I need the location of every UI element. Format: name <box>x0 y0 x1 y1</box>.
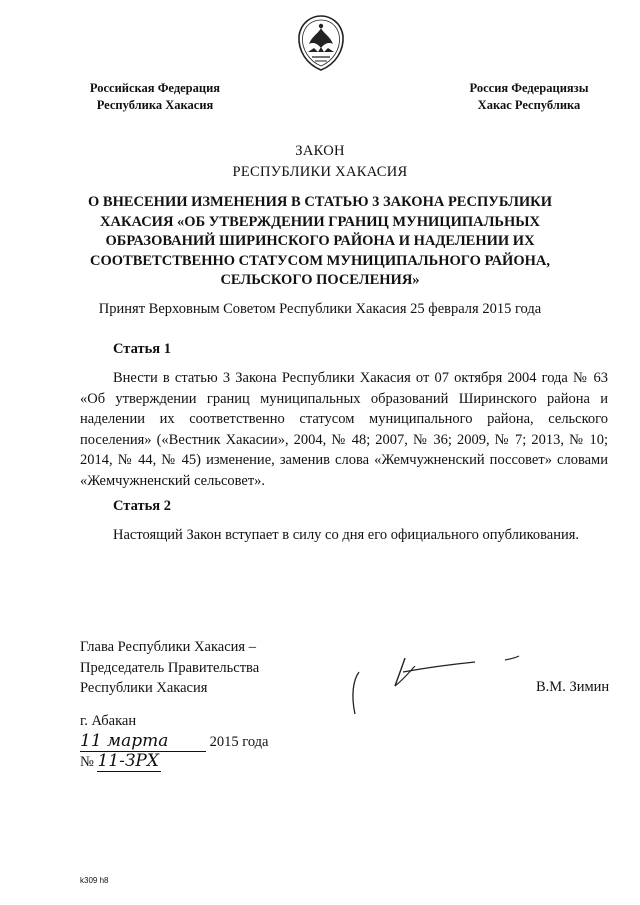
signatory-title <box>80 637 259 699</box>
law-type <box>0 141 640 183</box>
signer-name: В.М. Зимин <box>536 679 610 695</box>
header-left-republic: Республика Хакасия <box>96 98 214 112</box>
law-number <box>80 753 161 772</box>
header-left <box>80 80 230 114</box>
article-1-heading: Статья 1 <box>113 341 171 357</box>
signatory-title-line1: Глава Республики Хакасия – <box>80 639 256 655</box>
handwritten-date: 11 марта <box>80 731 169 751</box>
footer-code: k309 h8 <box>80 876 109 885</box>
law-type-republic: РЕСПУБЛИКИ ХАКАСИЯ <box>232 164 408 180</box>
law-type-word: ЗАКОН <box>295 143 345 159</box>
date-underline <box>80 733 206 752</box>
article-2-heading: Статья 2 <box>113 498 171 514</box>
signatory-title-line3: Республики Хакасия <box>80 680 208 696</box>
law-title: О ВНЕСЕНИИ ИЗМЕНЕНИЯ В СТАТЬЮ 3 ЗАКОНА РЕСПУБЛИКИ ХАКАСИЯ «ОБ УТВЕРЖДЕНИИ ГРАНИЦ МУНИЦИПАЛЬНЫХ ОБРАЗОВАНИЙ ШИРИНСКОГО РАЙОНА И НАДЕЛЕНИИ ИХ СООТВЕТСТВЕННО СТАТУСОМ МУНИЦИПАЛЬНОГО РАЙОНА, СЕЛЬСКОГО ПОСЕЛЕНИЯ» <box>88 194 552 288</box>
article-2-text: Настоящий Закон вступает в силу со дня его официального опубликования. <box>113 527 580 543</box>
article-1-text: Внести в статью 3 Закона Республики Хакасия от 07 октября 2004 года № 63 «Об утверждении границ муниципальных образований Ширинского района и наделении их соответственно статусом муниципального района, сельского поселения» («Вестник Хакасии», 2004, № 48; 2007, № 36; 2009, № 7; 2013, № 10; 2014, № 44, № 45) изменение, заменив слова «Жемчужненский поссовет» словами «Жемчужненский сельсовет». <box>80 370 608 489</box>
handwritten-number: 11-ЗРХ <box>97 751 159 771</box>
header-left-country: Российская Федерация <box>89 81 221 95</box>
coat-of-arms-emblem <box>296 14 346 72</box>
number-underline <box>97 753 161 772</box>
signatory-title-line2: Председатель Правительства <box>80 659 260 676</box>
header-right <box>454 80 604 114</box>
signing-date <box>80 733 268 752</box>
handwritten-signature <box>345 648 530 720</box>
header-right-republic: Хакас Республика <box>477 98 581 112</box>
city: г. Абакан <box>80 713 137 729</box>
adoption-statement: Принят Верховным Советом Республики Хакасия 25 февраля 2015 года <box>98 301 542 317</box>
date-year: 2015 года <box>209 734 269 750</box>
header-right-country: Россия Федерациязы <box>469 81 589 95</box>
number-prefix: № <box>80 754 94 770</box>
